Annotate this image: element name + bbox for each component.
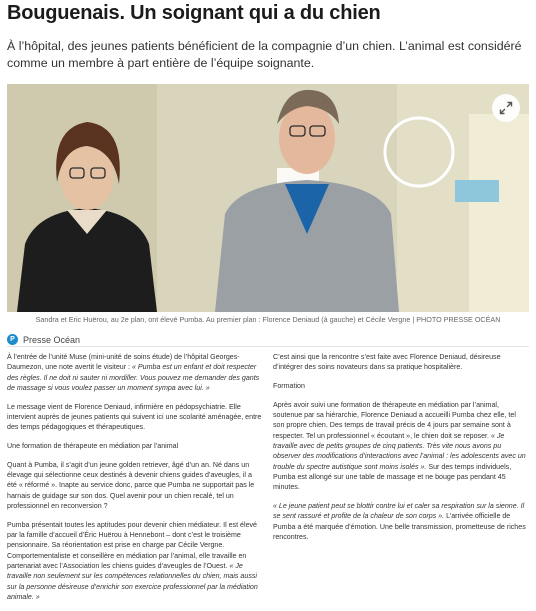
article-source[interactable] <box>7 334 80 345</box>
paragraph: Le message vient de Florence Deniaud, infirmière en pédopsychiatrie. Elle intervient auprès de jeunes patients qui suivent ici une scolarité aménagée, entre des temps pédagogiques et thérapeutiques. <box>7 402 262 432</box>
photo-illustration <box>7 84 529 312</box>
divider <box>7 346 529 347</box>
paragraph: C’est ainsi que la rencontre s’est faite avec Florence Deniaud, désireuse d’intégrer des soins novateurs dans sa pratique hospitalière. <box>273 353 501 372</box>
paragraph: Après avoir suivi une formation de thérapeute en médiation par l’animal, soutenue par sa hiérarchie, Florence Deniaud a accueilli Pumba chez elle, tel son propre chien. Des temps de travail précis de 4 jours par semaine sont à respecter. Tel un professionnel « écoutant », le chien doit se reposer. « Je travaille avec de petits groupes de cinq patients. Très vite nous avons pu observer des modifications d’interactions avec l’animal : les adolescents avec un trouble du spectre autistique sont moins isolés ». Sur des temps individuels, Pumba est allongé sur une table de massage et ne bouge pas pendant 45 minutes. <box>273 400 526 492</box>
paragraph: « Le jeune patient peut se blottir contre lui et caler sa respiration sur la sienne. Il se sent rassuré et profite de la chaleur de son corps ». L’arrivée officielle de Pumba a été marquée d’émotion. Une belle transmission, prometteuse de riches rencontres. <box>273 502 526 541</box>
article-title: Bouguenais. Un soignant qui a du chien <box>7 2 381 24</box>
expand-button[interactable] <box>492 94 520 122</box>
paragraph: À l’entrée de l’unité Muse (mini-unité de soins étude) de l’hôpital Georges-Daumezon, une note avertit le visiteur : « Pumba est un enfant et doit respecter des règles. Il ne doit ni sauter ni mordiller. Vous pouvez me demander des gants de massage si vous voulez passer un moment sympa avec lui. » <box>7 353 260 392</box>
article-lead: À l’hôpital, des jeunes patients bénéficient de la compagnie d’un chien. L’animal est considéré comme un membre à part entière de l’équipe soignante. <box>7 39 522 70</box>
subheading: Une formation de thérapeute en médiation par l’animal <box>7 442 179 451</box>
article-photo[interactable] <box>7 84 529 312</box>
source-name: Presse Océan <box>23 334 81 345</box>
paragraph: Quant à Pumba, il s’agit d’un jeune golden retriever, âgé d’un an. Né dans un élevage qui sélectionne ceux destinés à devenir chiens guides d’aveugles, il a été « réformé ». Inapte au service donc, parce que Pumba ne supportait pas le harnais de guidage sur son dos. Quel avenir pour un chien recalé, tel un professionnel en reconversion ? <box>7 460 255 511</box>
expand-icon <box>499 101 513 115</box>
body-right-column <box>273 352 529 551</box>
subheading: Formation <box>273 382 305 391</box>
paragraph: Pumba présentait toutes les aptitudes pour devenir chien médiateur. Il est élevé par la famille d’accueil d’Éric Huërou à Hennebont – dont c’est le troisième pensionnaire. Sa réorientation est prise en charge par Cécile Vergne. Comportementaliste et conseillère en médiation par l’animal, elle travaille en partenariat avec l’Association les chiens guides d’aveugles de l’Ouest. « Je travaille non seulement sur les compétences relationnelles du chien, mais aussi sur la personne désireuse d’enrichir son exercice professionnel par la médiation animale. » <box>7 520 258 601</box>
presse-ocean-logo-icon: P <box>7 334 18 345</box>
body-left-column <box>7 352 263 611</box>
photo-caption: Sandra et Eric Huërou, au 2e plan, ont élevé Pumba. Au premier plan : Florence Deniaud (à gauche) et Cécile Vergne | PHOTO PRESSE OCÉAN <box>35 315 501 324</box>
